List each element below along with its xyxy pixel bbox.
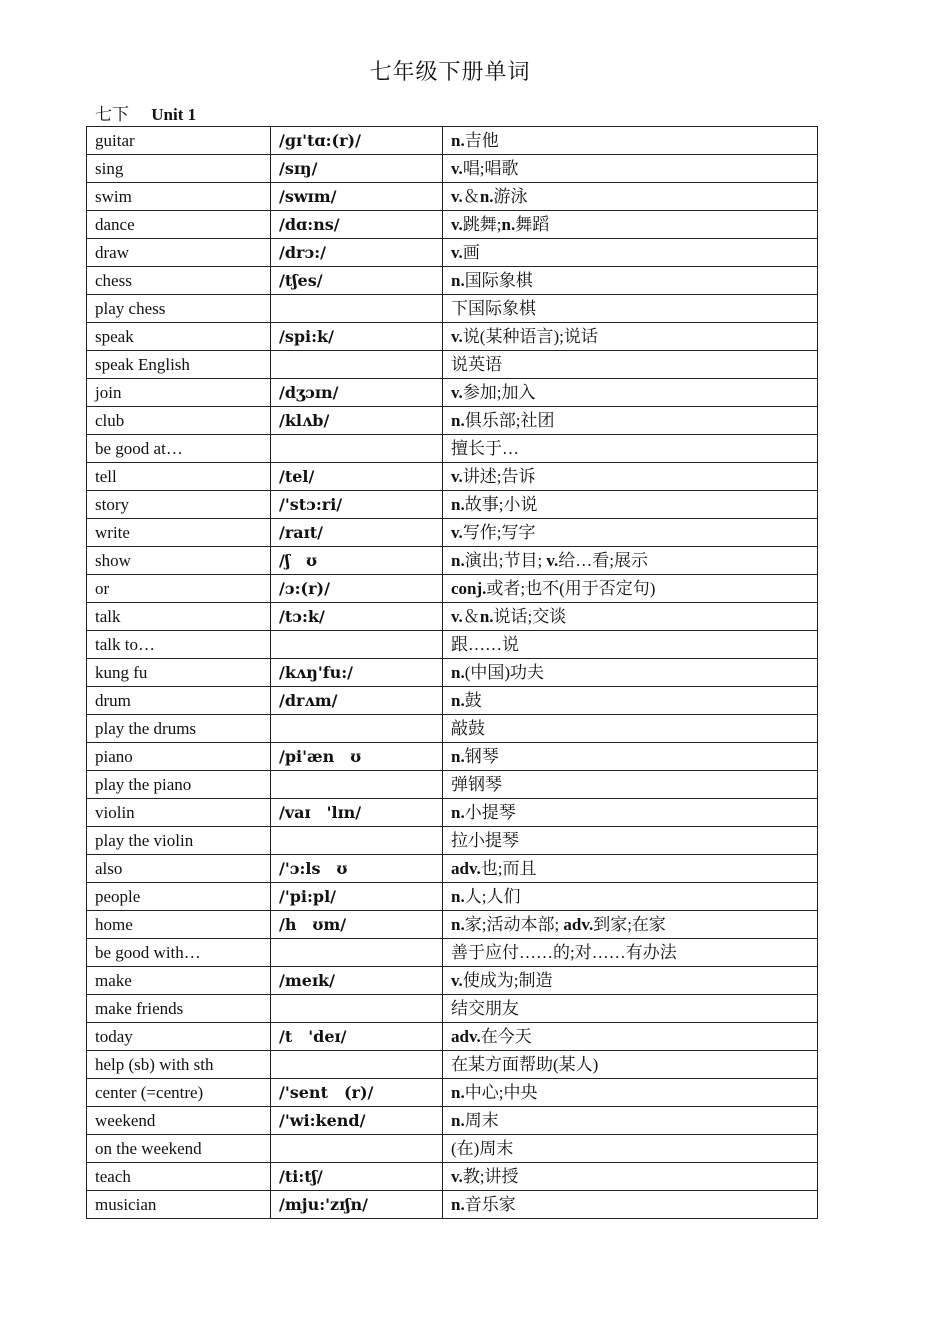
table-row: [87, 547, 818, 575]
word-cell: on the weekend: [87, 1135, 271, 1163]
phonetic-cell: /mju:'zɪʃn/: [271, 1191, 443, 1219]
part-of-speech: n.: [451, 803, 465, 822]
table-row: [87, 1135, 818, 1163]
phonetic-cell: /h ʊm/: [271, 911, 443, 939]
meaning-text: 在今天: [480, 1027, 532, 1046]
phonetic-cell: /t 'deɪ/: [271, 1023, 443, 1051]
meaning-cell: [443, 827, 818, 855]
meaning-cell: [443, 239, 818, 267]
phonetic-cell: [271, 715, 443, 743]
table-row: [87, 267, 818, 295]
meaning-cell: [443, 855, 818, 883]
part-of-speech: n.: [451, 551, 465, 570]
meaning-cell: [443, 659, 818, 687]
part-of-speech: n.: [451, 495, 465, 514]
meaning-text: 给…看;展示: [558, 551, 648, 570]
part-of-speech: v.: [451, 467, 463, 486]
part-of-speech: conj.: [451, 579, 487, 598]
phonetic-cell: [271, 827, 443, 855]
meaning-text: 敲鼓: [451, 719, 485, 738]
meaning-text: ＆: [462, 187, 480, 206]
meaning-cell: [443, 351, 818, 379]
phonetic-cell: /drɔ:/: [271, 239, 443, 267]
meaning-cell: [443, 407, 818, 435]
word-cell: make friends: [87, 995, 271, 1023]
table-row: [87, 1191, 818, 1219]
part-of-speech: n.: [451, 747, 465, 766]
meaning-text: 拉小提琴: [451, 831, 519, 850]
meaning-text: 中心;中央: [464, 1083, 538, 1102]
phonetic-cell: /meɪk/: [271, 967, 443, 995]
phonetic-cell: /'pi:pl/: [271, 883, 443, 911]
phonetic-cell: /kʌŋ'fu:/: [271, 659, 443, 687]
meaning-text: 跟……说: [451, 635, 519, 654]
meaning-text: 画: [462, 243, 480, 262]
word-cell: piano: [87, 743, 271, 771]
table-row: [87, 939, 818, 967]
meaning-cell: [443, 491, 818, 519]
part-of-speech: n.: [501, 215, 516, 234]
table-row: [87, 967, 818, 995]
meaning-text: 教;讲授: [462, 1167, 519, 1186]
part-of-speech: v.: [546, 551, 559, 570]
table-row: [87, 1051, 818, 1079]
meaning-text: 在某方面帮助(某人): [451, 1055, 599, 1074]
word-cell: talk: [87, 603, 271, 631]
phonetic-cell: [271, 295, 443, 323]
table-row: [87, 715, 818, 743]
table-row: [87, 183, 818, 211]
part-of-speech: v.: [451, 159, 463, 178]
meaning-text: 结交朋友: [451, 999, 519, 1018]
phonetic-cell: /klʌb/: [271, 407, 443, 435]
page-title: 七年级下册单词: [369, 59, 531, 84]
word-cell: kung fu: [87, 659, 271, 687]
meaning-cell: [443, 995, 818, 1023]
word-cell: weekend: [87, 1107, 271, 1135]
table-row: [87, 631, 818, 659]
phonetic-cell: /pi'æn ʊ: [271, 743, 443, 771]
meaning-text: 善于应付……的;对……有办法: [451, 943, 677, 962]
meaning-cell: [443, 1023, 818, 1051]
part-of-speech: n.: [451, 271, 465, 290]
meaning-cell: [443, 771, 818, 799]
meaning-text: 唱;唱歌: [462, 159, 519, 178]
meaning-text: 写作;写字: [462, 523, 536, 542]
meaning-text: 参加;加入: [462, 383, 536, 402]
table-row: [87, 1107, 818, 1135]
word-cell: musician: [87, 1191, 271, 1219]
meaning-cell: [443, 939, 818, 967]
phonetic-cell: /swɪm/: [271, 183, 443, 211]
phonetic-cell: [271, 771, 443, 799]
table-row: [87, 491, 818, 519]
phonetic-cell: /tɔ:k/: [271, 603, 443, 631]
meaning-text: 鼓: [464, 691, 482, 710]
word-cell: also: [87, 855, 271, 883]
part-of-speech: n.: [479, 607, 494, 626]
meaning-text: 擅长于…: [451, 439, 519, 458]
word-cell: show: [87, 547, 271, 575]
part-of-speech: n.: [479, 187, 494, 206]
word-cell: sing: [87, 155, 271, 183]
phonetic-cell: /'stɔ:ri/: [271, 491, 443, 519]
part-of-speech: v.: [451, 1167, 463, 1186]
phonetic-cell: /ʃ ʊ: [271, 547, 443, 575]
meaning-cell: [443, 155, 818, 183]
part-of-speech: n.: [451, 1195, 465, 1214]
meaning-cell: [443, 687, 818, 715]
phonetic-cell: [271, 631, 443, 659]
part-of-speech: n.: [451, 1083, 465, 1102]
phonetic-cell: /'sent (r)/: [271, 1079, 443, 1107]
meaning-text: 演出;节目;: [464, 551, 547, 570]
meaning-cell: [443, 631, 818, 659]
table-row: [87, 323, 818, 351]
part-of-speech: adv.: [451, 1027, 481, 1046]
meaning-text: 周末: [464, 1111, 499, 1130]
phonetic-cell: /tʃes/: [271, 267, 443, 295]
meaning-cell: [443, 1079, 818, 1107]
part-of-speech: n.: [451, 691, 465, 710]
phonetic-cell: [271, 939, 443, 967]
meaning-cell: [443, 547, 818, 575]
meaning-text: 也;而且: [480, 859, 537, 878]
unit-heading: [95, 100, 196, 125]
word-cell: join: [87, 379, 271, 407]
word-cell: draw: [87, 239, 271, 267]
part-of-speech: n.: [451, 1111, 465, 1130]
table-row: [87, 463, 818, 491]
word-cell: play the violin: [87, 827, 271, 855]
part-of-speech: v.: [451, 187, 463, 206]
phonetic-cell: /'wi:kend/: [271, 1107, 443, 1135]
table-row: [87, 155, 818, 183]
word-cell: be good with…: [87, 939, 271, 967]
word-cell: drum: [87, 687, 271, 715]
meaning-text: (中国)功夫: [464, 663, 545, 682]
phonetic-cell: /ti:tʃ/: [271, 1163, 443, 1191]
table-row: [87, 855, 818, 883]
meaning-cell: [443, 799, 818, 827]
word-cell: club: [87, 407, 271, 435]
part-of-speech: v.: [451, 243, 463, 262]
meaning-text: 国际象棋: [464, 271, 533, 290]
meaning-text: 家;活动本部;: [464, 915, 564, 934]
part-of-speech: v.: [451, 327, 463, 346]
meaning-cell: [443, 1051, 818, 1079]
meaning-cell: [443, 295, 818, 323]
meaning-cell: [443, 911, 818, 939]
meaning-cell: [443, 323, 818, 351]
meaning-text: 钢琴: [464, 747, 499, 766]
phonetic-cell: /spi:k/: [271, 323, 443, 351]
meaning-cell: [443, 183, 818, 211]
phonetic-cell: /sɪŋ/: [271, 155, 443, 183]
meaning-text: 讲述;告诉: [462, 467, 536, 486]
table-row: [87, 827, 818, 855]
table-row: [87, 995, 818, 1023]
meaning-cell: [443, 379, 818, 407]
meaning-text: 俱乐部;社团: [464, 411, 555, 430]
meaning-cell: [443, 575, 818, 603]
table-row: [87, 771, 818, 799]
table-row: [87, 575, 818, 603]
meaning-text: 到家;在家: [593, 915, 666, 934]
meaning-text: 弹钢琴: [451, 775, 502, 794]
meaning-text: 说英语: [451, 355, 502, 374]
vocabulary-table-body: [87, 127, 818, 1219]
meaning-cell: [443, 743, 818, 771]
table-row: [87, 239, 818, 267]
word-cell: speak: [87, 323, 271, 351]
word-cell: swim: [87, 183, 271, 211]
phonetic-cell: /tel/: [271, 463, 443, 491]
table-row: [87, 127, 818, 155]
phonetic-cell: [271, 1135, 443, 1163]
word-cell: play the drums: [87, 715, 271, 743]
meaning-text: 故事;小说: [464, 495, 538, 514]
word-cell: people: [87, 883, 271, 911]
meaning-cell: [443, 1163, 818, 1191]
phonetic-cell: /drʌm/: [271, 687, 443, 715]
phonetic-cell: /dɑ:ns/: [271, 211, 443, 239]
meaning-text: 小提琴: [464, 803, 516, 822]
meaning-text: 使成为;制造: [462, 971, 553, 990]
meaning-cell: [443, 267, 818, 295]
table-row: [87, 351, 818, 379]
meaning-text: ＆: [462, 607, 480, 626]
meaning-text: 跳舞;: [462, 215, 502, 234]
meaning-text: 人;人们: [464, 887, 521, 906]
table-row: [87, 295, 818, 323]
part-of-speech: n.: [451, 887, 465, 906]
word-cell: story: [87, 491, 271, 519]
word-cell: center (=centre): [87, 1079, 271, 1107]
part-of-speech: adv.: [451, 859, 481, 878]
table-row: [87, 1163, 818, 1191]
meaning-cell: [443, 967, 818, 995]
word-cell: talk to…: [87, 631, 271, 659]
word-cell: or: [87, 575, 271, 603]
unit-name: Unit 1: [151, 105, 197, 124]
table-row: [87, 1079, 818, 1107]
word-cell: write: [87, 519, 271, 547]
table-row: [87, 519, 818, 547]
phonetic-cell: [271, 995, 443, 1023]
table-row: [87, 883, 818, 911]
vocabulary-table: [86, 126, 818, 1219]
word-cell: violin: [87, 799, 271, 827]
meaning-cell: [443, 1135, 818, 1163]
table-row: [87, 379, 818, 407]
meaning-text: 说话;交谈: [493, 607, 567, 626]
meaning-cell: [443, 435, 818, 463]
meaning-cell: [443, 883, 818, 911]
word-cell: today: [87, 1023, 271, 1051]
part-of-speech: n.: [451, 915, 465, 934]
table-row: [87, 407, 818, 435]
meaning-cell: [443, 211, 818, 239]
meaning-text: 游泳: [493, 187, 528, 206]
table-row: [87, 799, 818, 827]
meaning-text: (在)周末: [451, 1139, 514, 1158]
phonetic-cell: /vaɪ 'lɪn/: [271, 799, 443, 827]
word-cell: tell: [87, 463, 271, 491]
part-of-speech: v.: [451, 607, 463, 626]
meaning-cell: [443, 603, 818, 631]
table-row: [87, 911, 818, 939]
phonetic-cell: /ɔ:(r)/: [271, 575, 443, 603]
meaning-cell: [443, 519, 818, 547]
word-cell: be good at…: [87, 435, 271, 463]
word-cell: chess: [87, 267, 271, 295]
meaning-text: 音乐家: [464, 1195, 516, 1214]
phonetic-cell: [271, 435, 443, 463]
meaning-text: 下国际象棋: [451, 299, 536, 318]
phonetic-cell: /'ɔ:ls ʊ: [271, 855, 443, 883]
meaning-cell: [443, 1107, 818, 1135]
phonetic-cell: /raɪt/: [271, 519, 443, 547]
meaning-text: 或者;也不(用于否定句): [486, 579, 656, 598]
table-row: [87, 603, 818, 631]
meaning-text: 吉他: [464, 131, 499, 150]
part-of-speech: v.: [451, 971, 463, 990]
word-cell: play chess: [87, 295, 271, 323]
part-of-speech: n.: [451, 411, 465, 430]
table-row: [87, 211, 818, 239]
part-of-speech: n.: [451, 663, 465, 682]
meaning-text: 说(某种语言);说话: [462, 327, 598, 346]
table-row: [87, 659, 818, 687]
table-row: [87, 435, 818, 463]
unit-prefix: 七下: [95, 105, 129, 124]
table-row: [87, 1023, 818, 1051]
word-cell: teach: [87, 1163, 271, 1191]
phonetic-cell: /ɡɪ'tɑ:(r)/: [271, 127, 443, 155]
table-row: [87, 687, 818, 715]
word-cell: dance: [87, 211, 271, 239]
meaning-text: 舞蹈: [515, 215, 550, 234]
part-of-speech: v.: [451, 383, 463, 402]
word-cell: help (sb) with sth: [87, 1051, 271, 1079]
part-of-speech: n.: [451, 131, 465, 150]
part-of-speech: v.: [451, 215, 463, 234]
word-cell: home: [87, 911, 271, 939]
word-cell: speak English: [87, 351, 271, 379]
word-cell: guitar: [87, 127, 271, 155]
phonetic-cell: /dʒɔɪn/: [271, 379, 443, 407]
meaning-cell: [443, 463, 818, 491]
phonetic-cell: [271, 351, 443, 379]
word-cell: play the piano: [87, 771, 271, 799]
meaning-cell: [443, 1191, 818, 1219]
word-cell: make: [87, 967, 271, 995]
table-row: [87, 743, 818, 771]
meaning-cell: [443, 715, 818, 743]
meaning-cell: [443, 127, 818, 155]
phonetic-cell: [271, 1051, 443, 1079]
part-of-speech: v.: [451, 523, 463, 542]
part-of-speech: adv.: [563, 915, 594, 934]
